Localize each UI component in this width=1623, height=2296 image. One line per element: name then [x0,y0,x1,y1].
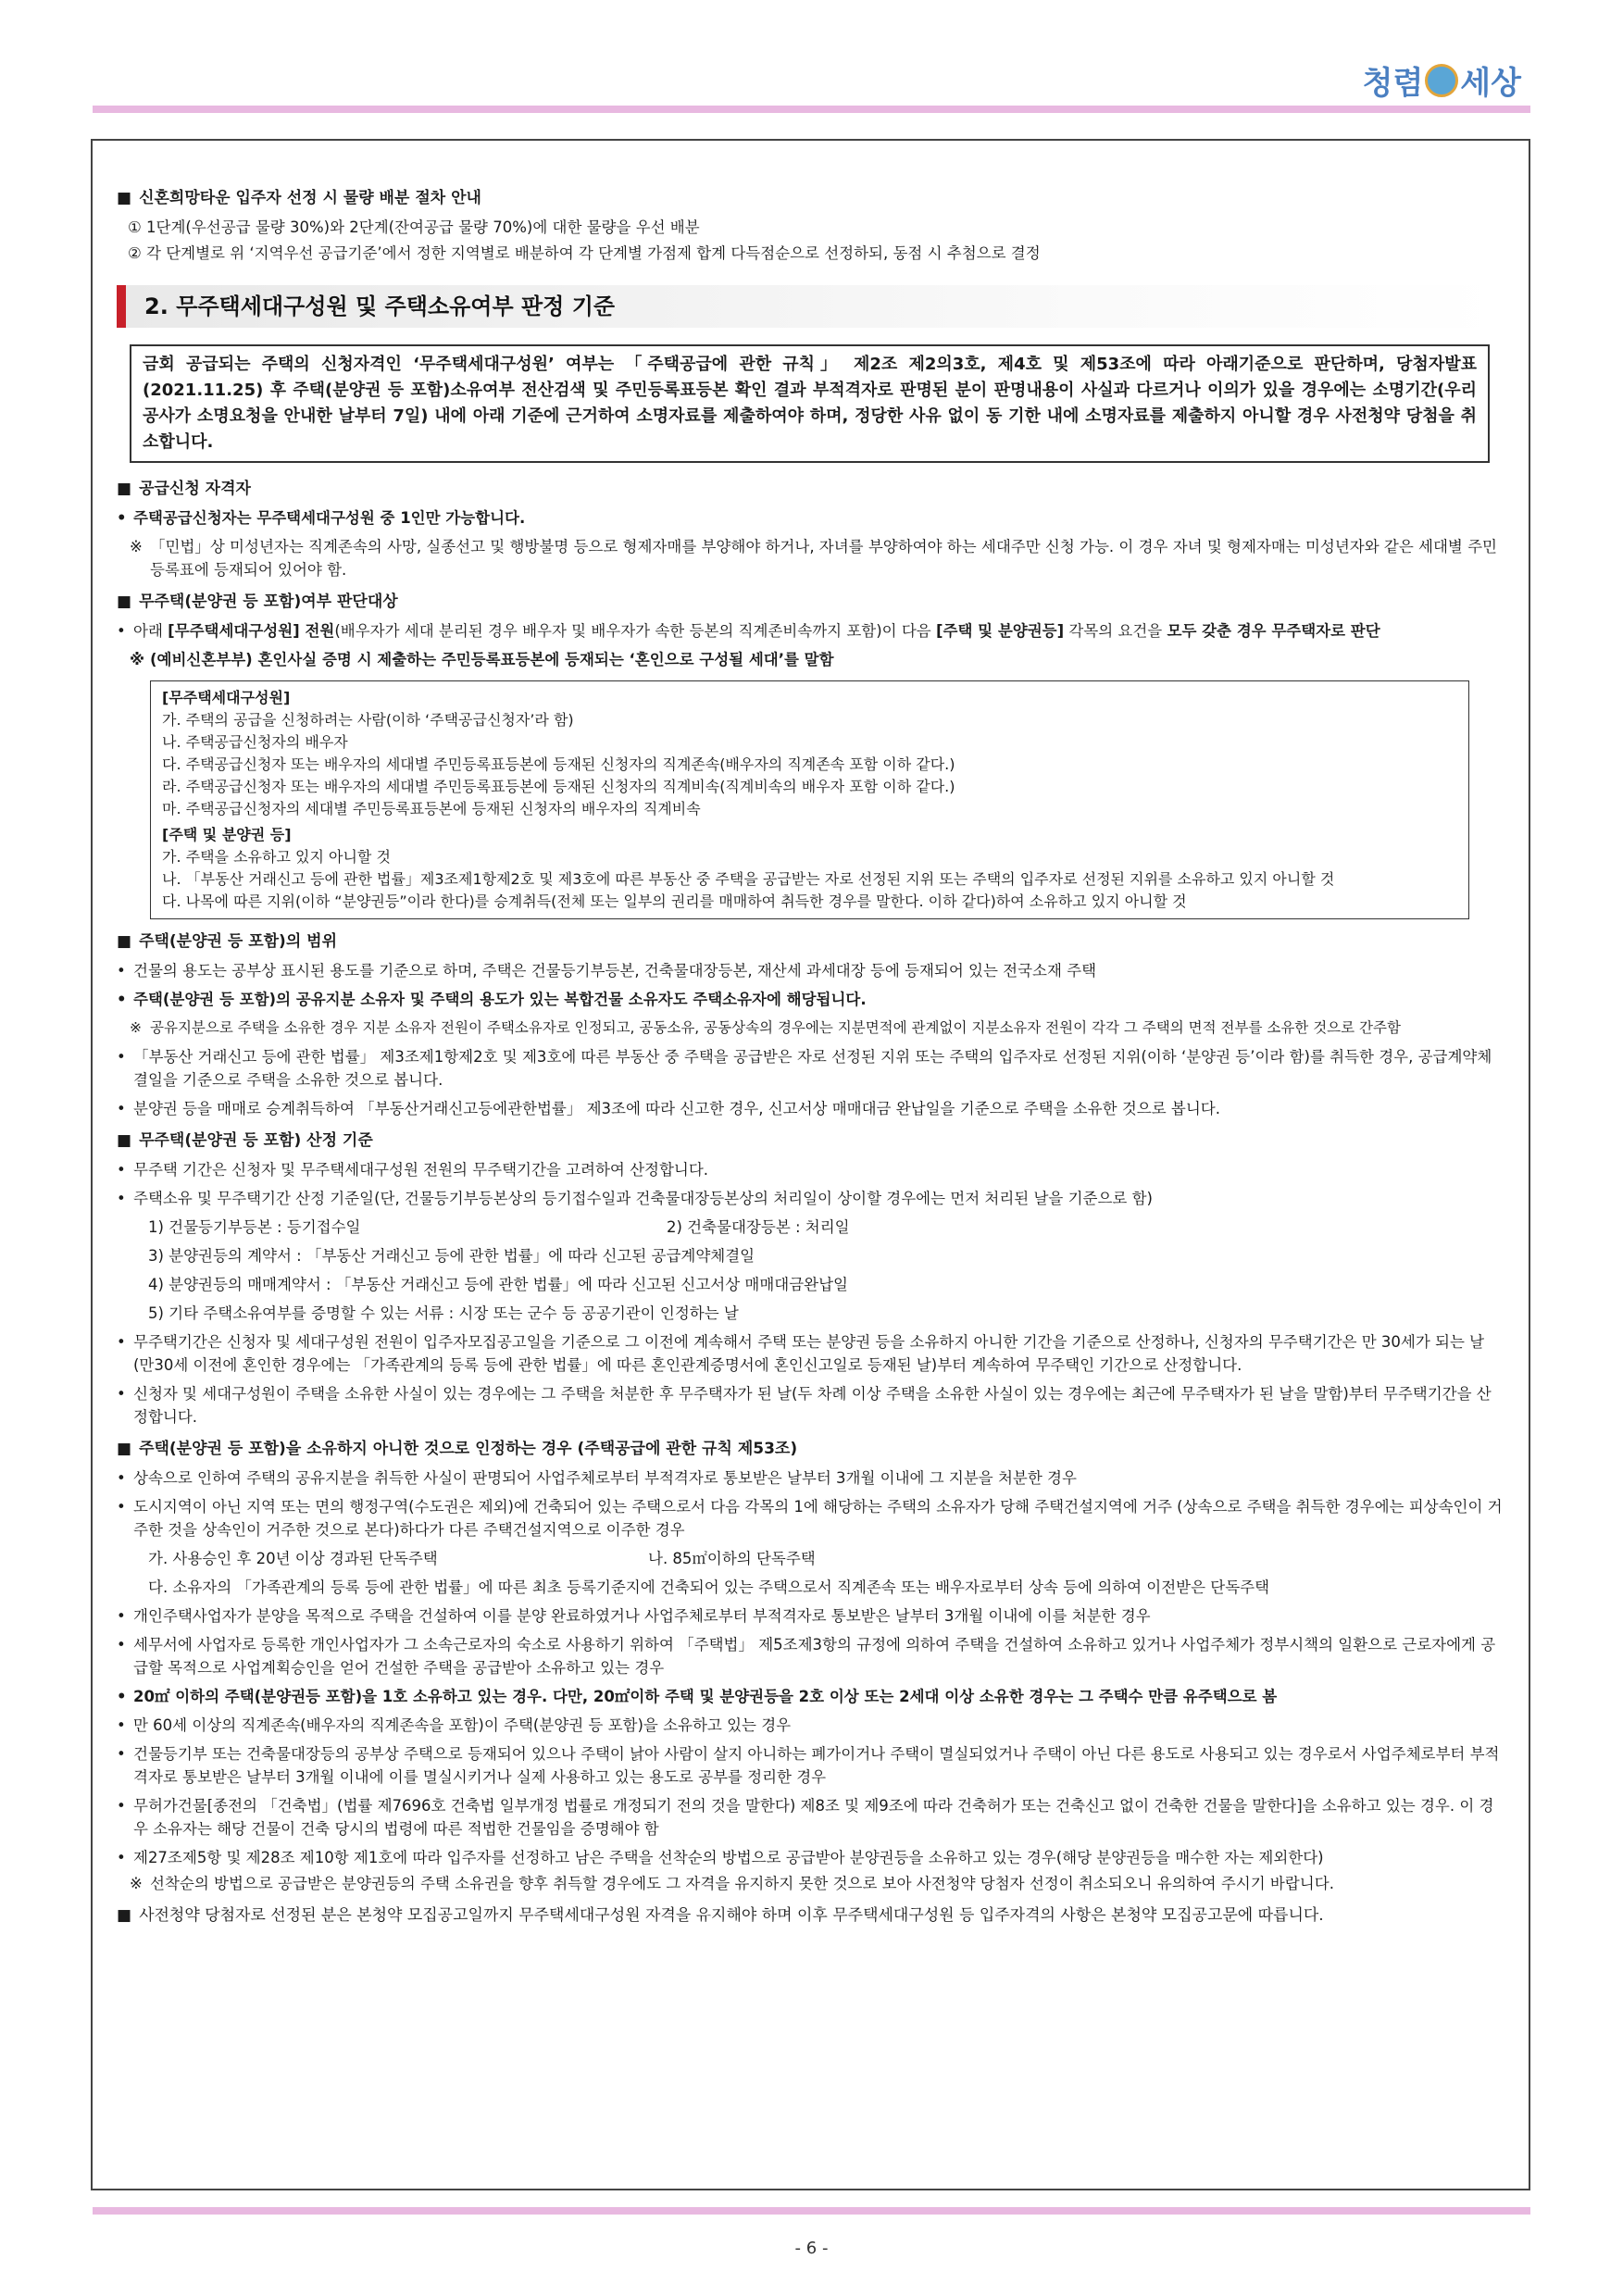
s4-item-2: 2) 건축물대장등본 : 처리일 [667,1218,850,1236]
s2-bullet-part: [주택 및 분양권등] [935,622,1065,640]
s4-item-1: 1) 건물등기부등본 : 등기접수일 [148,1218,361,1236]
s3-bullet-4: • 분양권 등을 매매로 승계취득하여 「부동산거래신고등에관한법률」 제3조에 따라 신고한 경우, 신고서상 매매대금 완납일을 기준으로 주택을 소유한 것으로 봅니다. [117,1097,1503,1120]
s4-item-3: 3) 분양권등의 계약서 : 「부동산 거래신고 등에 관한 법률」에 따라 신고된 공급계약체결일 [148,1247,755,1265]
s5-bullet-9: • 제27조제5항 및 제28조 제10항 제1호에 따라 입주자를 선정하고 남은 주택을 선착순의 방법으로 공급받아 분양권등을 소유하고 있는 경우(해당 분양권등을 매수한 자는 제외한다) [117,1846,1503,1869]
s2-heading: ■ 무주택(분양권 등 포함)여부 판단대상 [117,591,1503,614]
s4-row-1 [117,1216,1503,1239]
s4-bullet-3: • 무주택기간은 신청자 및 세대구성원 전원이 입주자모집공고일을 기준으로 그 이전에 계속해서 주택 또는 분양권 등을 소유하지 아니한 기간을 기준으로 산정하나, 신청자의 무주택기간은 만 30세가 되는 날(만30세 이전에 혼인한 경우에는 「가족관계의 등록 등에 관한 법률」에 따른 혼인관계증명서에 혼인신고일로 등재된 날)부터 계속하여 무주택인 기간으로 산정합니다. [117,1330,1503,1377]
page-number: - 6 - [794,2239,829,2258]
s3-heading: ■ 주택(분양권 등 포함)의 범위 [117,930,1503,954]
s1-note: ※ 「민법」상 미성년자는 직계존속의 사망, 실종선고 및 행방불명 등으로 형제자매를 부양해야 하거나, 자녀를 부양하여야 하는 세대주만 신청 가능. 이 경우 자녀 및 형제자매는 미성년자와 같은 세대별 주민등록표에 등재되어 있어야 함. [117,535,1503,581]
def-item: 마. 주택공급신청자의 세대별 주민등록표등본에 등재된 신청자의 배우자의 직계비속 [162,800,701,817]
top-heading: ■ 신혼희망타운 입주자 선정 시 물량 배분 절차 안내 [117,187,1503,210]
s5-sub-a: 가. 사용승인 후 20년 이상 경과된 단독주택 [148,1550,438,1567]
s5-bullet-6: • 만 60세 이상의 직계존속(배우자의 직계존속을 포함)이 주택(분양권 등 포함)을 소유하고 있는 경우 [117,1714,1503,1737]
logo [1363,57,1521,103]
s4-bullet-1: • 무주택 기간은 신청자 및 무주택세대구성원 전원의 무주택기간을 고려하여 산정합니다. [117,1158,1503,1181]
s2-bullet-part: (배우자가 세대 분리된 경우 배우자 및 배우자가 속한 등본의 직계존비속까지 포함)이 다음 [334,622,936,640]
top-item-2: ② 각 단계별로 위 ‘지역우선 공급기준’에서 정한 지역별로 배분하여 각 단계별 가점제 합계 다득점순으로 선정하되, 동점 시 추첨으로 결정 [128,244,1041,262]
footer-note: ■ 사전청약 당첨자로 선정된 분은 본청약 모집공고일까지 무주택세대구성원 자격을 유지해야 하며 이후 무주택세대구성원 등 입주자격의 사항은 본청약 모집공고문에 따릅니다. [117,1904,1503,1928]
s3-bullet-3: • 「부동산 거래신고 등에 관한 법률」 제3조제1항제2호 및 제3호에 따른 부동산 중 주택을 공급받은 자로 선정된 지위 또는 주택의 입주자로 선정된 지위(이하 ‘분양권 등’이라 함)를 취득한 경우, 공급계약체결일을 기준으로 주택을 소유한 것으로 봅니다. [117,1045,1503,1092]
s5-sub-c: 다. 소유자의 「가족관계의 등록 등에 관한 법률」에 따른 최초 등록기준지에 건축되어 있는 주택으로서 직계존속 또는 배우자로부터 상속 등에 의하여 이전받은 단독주택 [148,1578,1270,1596]
s1-bullet: • 주택공급신청자는 무주택세대구성원 중 1인만 가능합니다. [117,506,1503,530]
s3-bullet-2: • 주택(분양권 등 포함)의 공유지분 소유자 및 주택의 용도가 있는 복합건물 소유자도 주택소유자에 해당됩니다. [117,988,1503,1011]
s4-item-4: 4) 분양권등의 매매계약서 : 「부동산 거래신고 등에 관한 법률」에 따라 신고된 신고서상 매매대금완납일 [148,1276,848,1293]
def-item: 가. 주택을 소유하고 있지 아니할 것 [162,848,391,866]
s5-bullet-4: • 세무서에 사업자로 등록한 개인사업자가 그 소속근로자의 숙소로 사용하기 위하여 「주택법」 제5조제3항의 규정에 의하여 주택을 건설하여 소유하고 있거나 사업주체가 정부시책의 일환으로 근로자에게 공급할 목적으로 사업계획승인을 얻어 건설한 주택을 공급받아 소유하고 있는 경우 [117,1633,1503,1679]
s2-bullet-part: [무주택세대구성원] 전원 [168,622,335,640]
logo-text-left: 청렴 [1362,65,1424,102]
s3-bullet-1: • 건물의 용도는 공부상 표시된 용도를 기준으로 하며, 주택은 건물등기부등본, 건축물대장등본, 재산세 과세대장 등에 등재되어 있는 전국소재 주택 [117,959,1503,982]
s2-note: ※ (예비신혼부부) 혼인사실 증명 시 제출하는 주민등록표등본에 등재되는 ‘혼인으로 구성될 세대’를 말함 [117,648,1503,671]
s4-bullet-4: • 신청자 및 세대구성원이 주택을 소유한 사실이 있는 경우에는 그 주택을 처분한 후 무주택자가 된 날(두 차례 이상 주택을 소유한 사실이 있는 경우에는 최근에 무주택자가 된 날을 말함)부터 무주택기간을 산정합니다. [117,1382,1503,1429]
def-heading-2: [주택 및 분양권 등] [162,826,292,843]
bottom-divider [93,2207,1530,2215]
s2-bullet-part: 모두 갖춘 경우 무주택자로 판단 [1167,622,1380,640]
s5-bullet-8: • 무허가건물[종전의 「건축법」(법률 제7696호 건축법 일부개정 법률로 개정되기 전의 것을 말한다) 제8조 및 제9조에 따라 건축허가 또는 건축신고 없이 건축한 건물을 말한다]을 소유하고 있는 경우. 이 경우 소유자는 해당 건물이 건축 당시의 법령에 따른 적법한 건물임을 증명해야 함 [117,1794,1503,1841]
def-item: 나. 주택공급신청자의 배우자 [162,733,348,751]
s5-sub-b: 나. 85㎡이하의 단독주택 [648,1550,816,1567]
s4-heading: ■ 무주택(분양권 등 포함) 산정 기준 [117,1129,1503,1153]
logo-badge-icon [1425,64,1458,97]
def-item: 가. 주택의 공급을 신청하려는 사람(이하 ‘주택공급신청자’라 함) [162,711,574,729]
def-item: 나. 「부동산 거래신고 등에 관한 법률」제3조제1항제2호 및 제3호에 따른 부동산 중 주택을 공급받는 자로 선정된 지위 또는 주택의 입주자로 선정된 지위를 소유하고 있지 아니할 것 [162,870,1335,888]
s5-heading: ■ 주택(분양권 등 포함)을 소유하지 아니한 것으로 인정하는 경우 (주택공급에 관한 규칙 제53조) [117,1438,1503,1461]
def-heading-1: [무주택세대구성원] [162,689,291,706]
s2-bullet-part: 각목의 요건을 [1064,622,1167,640]
s5-bullet-7: • 건물등기부 또는 건축물대장등의 공부상 주택으로 등재되어 있으나 주택이 낡아 사람이 살지 아니하는 폐가이거나 주택이 멸실되었거나 주택이 아닌 다른 용도로 사용되고 있는 경우로서 사업주체로부터 부적격자로 통보받은 날부터 3개월 이내에 이를 멸실시키거나 실제 사용하고 있는 용도로 공부를 정리한 경우 [117,1742,1503,1789]
s1-heading: ■ 공급신청 자격자 [117,478,1503,501]
s2-bullet-part: 아래 [133,622,169,640]
s5-row-sub [117,1547,1503,1570]
def-item: 다. 주택공급신청자 또는 배우자의 세대별 주민등록표등본에 등재된 신청자의 직계존속(배우자의 직계존속 포함 이하 같다.) [162,755,955,773]
s5-bullet-5: • 20㎡ 이하의 주택(분양권등 포함)을 1호 소유하고 있는 경우. 다만, 20㎡이하 주택 및 분양권등을 2호 이상 또는 2세대 이상 소유한 경우는 그 주택수 만큼 유주택으로 봄 [117,1685,1503,1708]
top-item-1: ① 1단계(우선공급 물량 30%)와 2단계(잔여공급 물량 70%)에 대한 물량을 우선 배분 [128,218,700,236]
s4-item-5: 5) 기타 주택소유여부를 증명할 수 있는 서류 : 시장 또는 군수 등 공공기관이 인정하는 날 [148,1304,739,1322]
s3-note: ※ 공유지분으로 주택을 소유한 경우 지분 소유자 전원이 주택소유자로 인정되고, 공동소유, 공동상속의 경우에는 지분면적에 관계없이 지분소유자 전원이 각각 그 주택의 면적 전부를 소유한 것으로 간주함 [117,1017,1503,1040]
section-title: 2. 무주택세대구성원 및 주택소유여부 판정 기준 [117,285,1503,328]
s5-note: ※ 선착순의 방법으로 공급받은 분양권등의 주택 소유권을 향후 취득할 경우에도 그 자격을 유지하지 못한 것으로 보아 사전청약 당첨자 선정이 취소되오니 유의하여 주시기 바랍니다. [117,1872,1503,1895]
logo-text-right: 세상 [1460,65,1521,102]
def-item: 다. 나목에 따른 지위(이하 “분양권등”이라 한다)를 승계취득(전체 또는 일부의 권리를 매매하여 취득한 경우를 말한다. 이하 같다)하여 소유하고 있지 아니할 것 [162,892,1187,910]
s5-bullet-1: • 상속으로 인하여 주택의 공유지분을 취득한 사실이 판명되어 사업주체로부터 부적격자로 통보받은 날부터 3개월 이내에 그 지분을 처분한 경우 [117,1466,1503,1490]
definition-box [150,680,1469,919]
intro-box: 금회 공급되는 주택의 신청자격인 ‘무주택세대구성원’ 여부는 「주택공급에 관한 규칙」 제2조 제2의3호, 제4호 및 제53조에 따라 아래기준으로 판단하며, 당첨자발표(2021.11.25) 후 주택(분양권 등 포함)소유여부 전산검색 및 주민등록표등본 확인 결과 부적격자로 판명된 분이 판명내용이 사실과 다르거나 이의가 있을 경우에는 소명기간(우리 공사가 소명요청을 안내한 날부터 7일) 내에 아래 기준에 근거하여 소명자료를 제출하여야 하며, 정당한 사유 없이 동 기한 내에 소명자료를 제출하지 아니할 경우 사전청약 당첨을 취소합니다. [130,344,1490,463]
def-item: 라. 주택공급신청자 또는 배우자의 세대별 주민등록표등본에 등재된 신청자의 직계비속(직계비속의 배우자 포함 이하 같다.) [162,778,955,795]
content-frame [91,139,1530,2190]
s5-bullet-3: • 개인주택사업자가 분양을 목적으로 주택을 건설하여 이를 분양 완료하였거나 사업주체로부터 부적격자로 통보받은 날부터 3개월 이내에 이를 처분한 경우 [117,1604,1503,1628]
top-divider [93,106,1530,113]
s4-bullet-2: • 주택소유 및 무주택기간 산정 기준일(단, 건물등기부등본상의 등기접수일과 건축물대장등본상의 처리일이 상이할 경우에는 먼저 처리된 날을 기준으로 함) [117,1187,1503,1210]
s5-bullet-2: • 도시지역이 아닌 지역 또는 면의 행정구역(수도권은 제외)에 건축되어 있는 주택으로서 다음 각목의 1에 해당하는 주택의 소유자가 당해 주택건설지역에 거주 (상속으로 주택을 취득한 경우에는 피상속인이 거주한 것을 상속인이 거주한 것으로 본다)하다가 다른 주택건설지역으로 이주한 경우 [117,1495,1503,1541]
s2-bullet [117,619,1503,643]
